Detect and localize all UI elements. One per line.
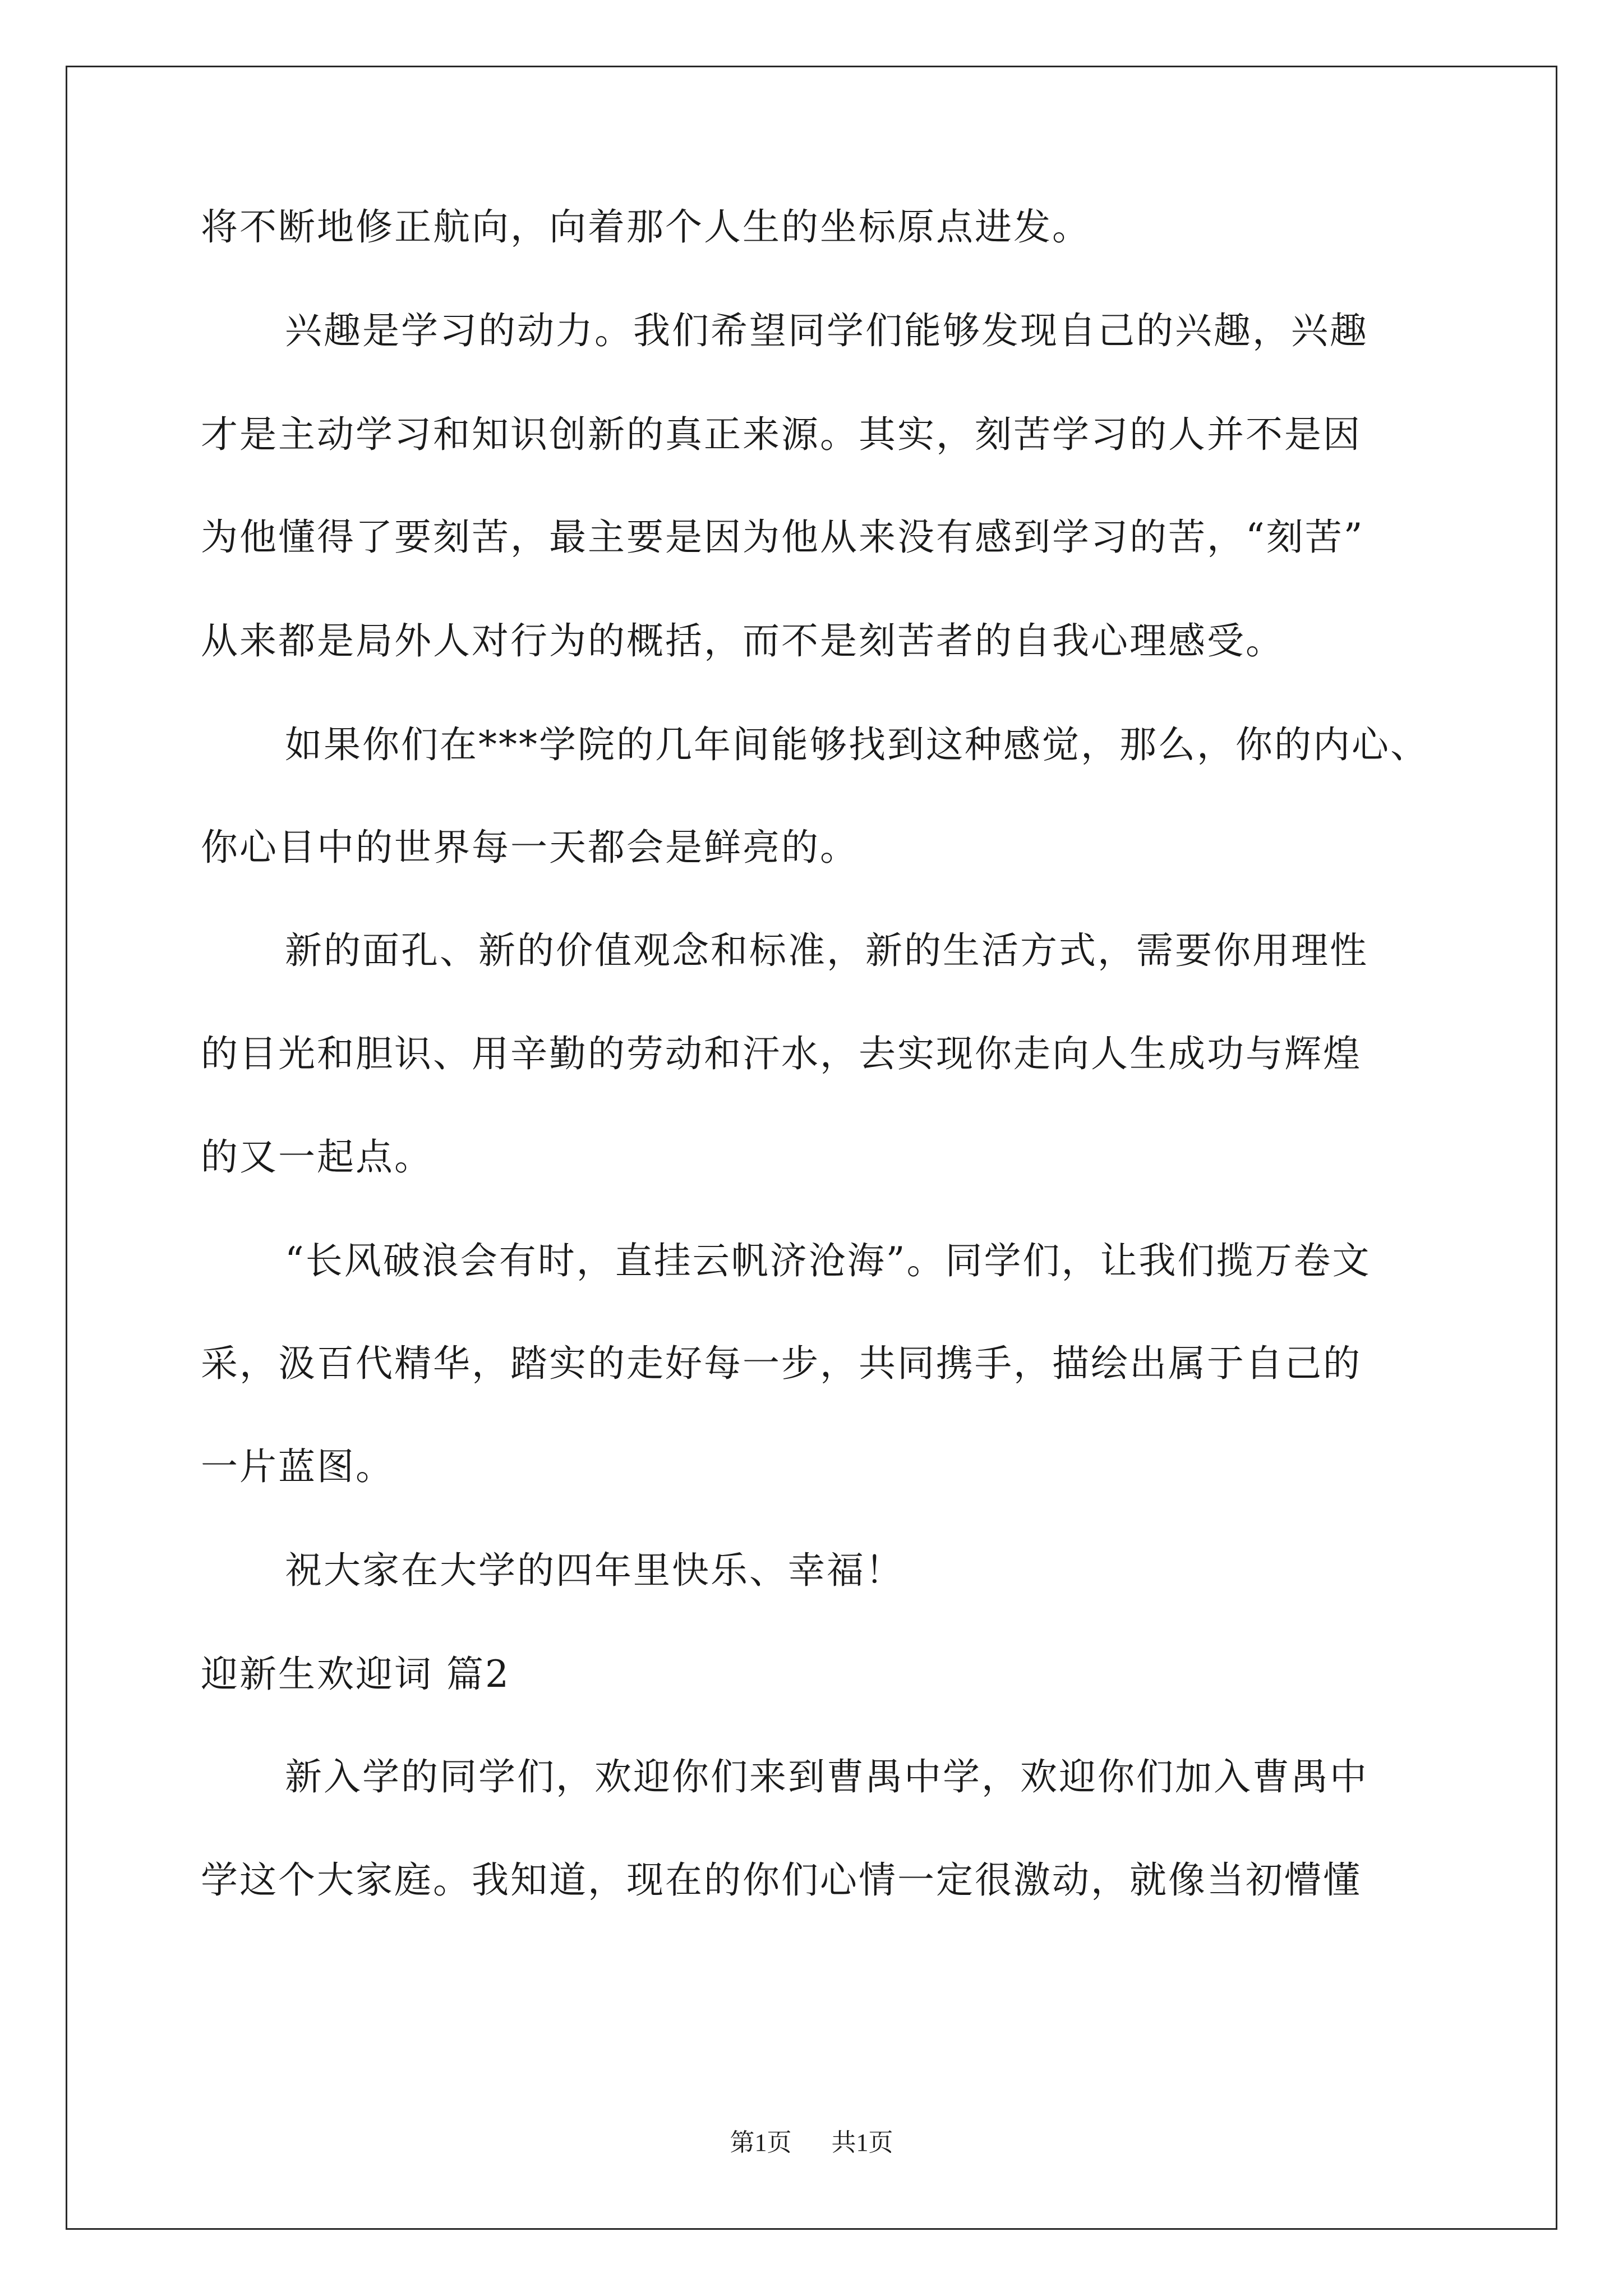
paragraph-line: 从来都是局外人对行为的概括，而不是刻苦者的自我心理感受。 <box>201 619 1284 662</box>
paragraph-line: 你心目中的世界每一天都会是鲜亮的。 <box>201 826 859 869</box>
page-footer <box>0 2126 1623 2160</box>
paragraph-line: 的目光和胆识、用辛勤的劳动和汗水，去实现你走向人生成功与辉煌 <box>201 1032 1362 1075</box>
paragraph-line: 一片蓝图。 <box>201 1445 394 1488</box>
paragraph-line: 才是主动学习和知识创新的真正来源。其实，刻苦学习的人并不是因 <box>201 413 1362 456</box>
page-total: 共1页 <box>831 2129 893 2156</box>
page-number: 第1页 <box>730 2129 792 2156</box>
paragraph-line: 新的面孔、新的价值观念和标准，新的生活方式，需要你用理性 <box>285 929 1368 972</box>
paragraph-line: 祝大家在大学的四年里快乐、幸福！ <box>285 1549 904 1592</box>
paragraph-line: 采，汲百代精华，踏实的走好每一步，共同携手，描绘出属于自己的 <box>201 1342 1362 1385</box>
paragraph-line: 学这个大家庭。我知道，现在的你们心情一定很激动，就像当初懵懂 <box>201 1858 1362 1902</box>
paragraph-line: 如果你们在***学院的几年间能够找到这种感觉，那么，你的内心、 <box>285 723 1429 766</box>
paragraph-line: 的又一起点。 <box>201 1135 433 1179</box>
paragraph-line: “长风破浪会有时，直挂云帆济沧海”。同学们，让我们揽万卷文 <box>285 1239 1371 1282</box>
paragraph-line: 新入学的同学们，欢迎你们来到曹禺中学，欢迎你们加入曹禺中 <box>285 1755 1368 1798</box>
paragraph-line: 兴趣是学习的动力。我们希望同学们能够发现自己的兴趣，兴趣 <box>285 309 1368 352</box>
paragraph-line: 将不断地修正航向，向着那个人生的坐标原点进发。 <box>201 205 1091 249</box>
paragraph-line: 为他懂得了要刻苦，最主要是因为他从来没有感到学习的苦，“刻苦” <box>201 516 1364 559</box>
section-heading: 迎新生欢迎词 篇2 <box>201 1653 510 1696</box>
